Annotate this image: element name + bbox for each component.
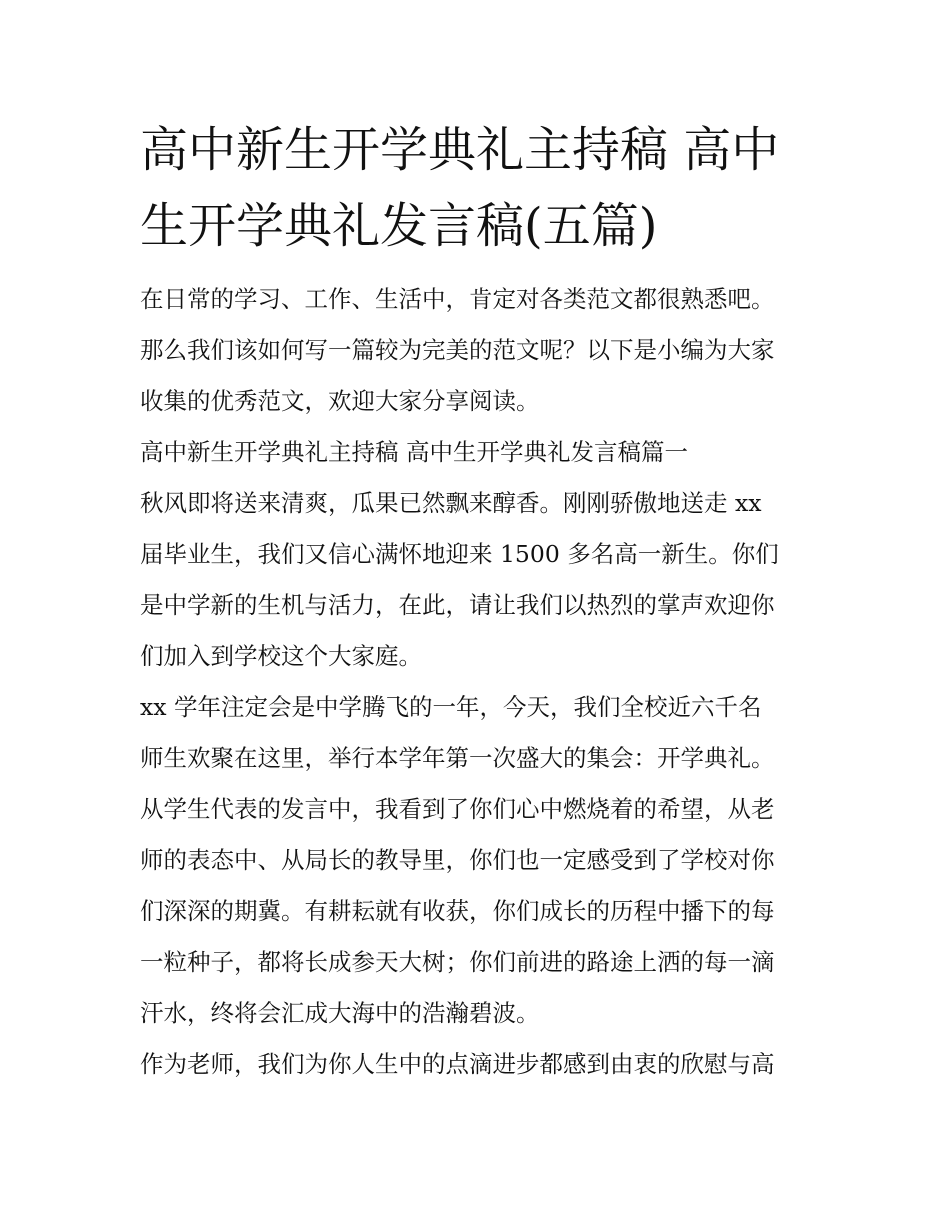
- title-line: 高中新生开学典礼主持稿 高中: [140, 122, 780, 178]
- body-line: 汗水，终将会汇成大海中的浩瀚碧波。: [140, 999, 540, 1027]
- body-line: 秋风即将送来清爽，瓜果已然飘来醇香。刚刚骄傲地送走 xx: [140, 489, 762, 517]
- body-line: xx 学年注定会是中学腾飞的一年，今天，我们全校近六千名: [140, 693, 762, 721]
- intro-line: 在日常的学习、工作、生活中，肯定对各类范文都很熟悉吧。: [140, 285, 775, 313]
- body-line: 从学生代表的发言中，我看到了你们心中燃烧着的希望，从老: [140, 795, 775, 823]
- body-line: 一粒种子，都将长成参天大树；你们前进的路途上洒的每一滴: [140, 948, 775, 976]
- body-line: 师的表态中、从局长的教导里，你们也一定感受到了学校对你: [140, 846, 775, 874]
- document-body: [140, 274, 815, 1090]
- section-heading: 高中新生开学典礼主持稿 高中生开学典礼发言稿篇一: [140, 438, 688, 466]
- body-line: 们深深的期冀。有耕耘就有收获，你们成长的历程中播下的每: [140, 897, 775, 925]
- body-line: 们加入到学校这个大家庭。: [140, 642, 422, 670]
- body-line: 届毕业生，我们又信心满怀地迎来 1500 多名高一新生。你们: [140, 540, 779, 568]
- body-line: 作为老师，我们为你人生中的点滴进步都感到由衷的欣慰与高: [140, 1050, 775, 1078]
- intro-line: 那么我们该如何写一篇较为完美的范文呢？以下是小编为大家: [140, 336, 775, 364]
- body-line: 师生欢聚在这里，举行本学年第一次盛大的集会：开学典礼。: [140, 744, 775, 772]
- document-title: [140, 112, 815, 264]
- title-line: 生开学典礼发言稿(五篇): [140, 198, 658, 254]
- body-line: 是中学新的生机与活力，在此，请让我们以热烈的掌声欢迎你: [140, 591, 775, 619]
- intro-line: 收集的优秀范文，欢迎大家分享阅读。: [140, 387, 540, 415]
- document-content: [140, 112, 815, 1090]
